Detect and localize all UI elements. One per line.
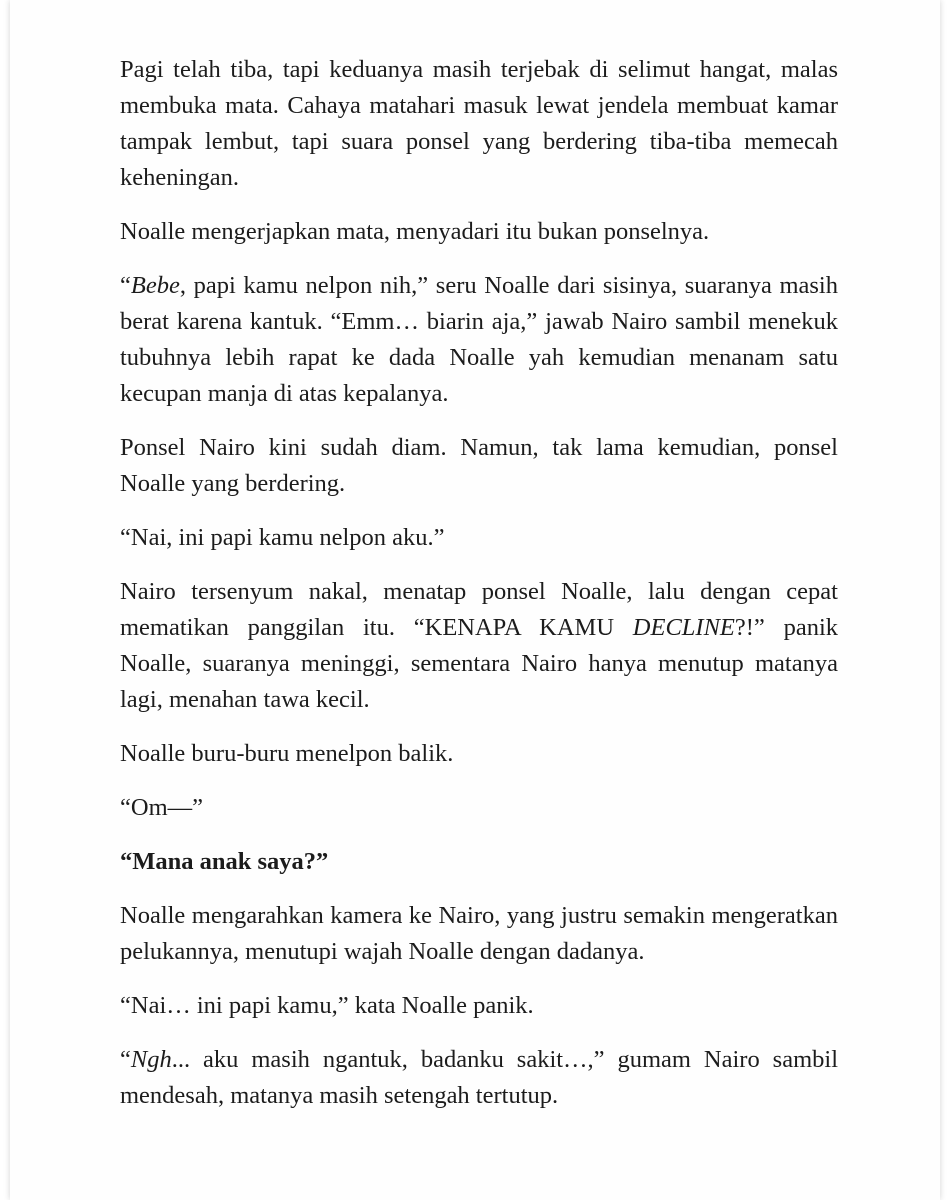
story-text <box>120 52 838 1132</box>
italic-text: Ngh <box>130 1046 172 1073</box>
text-span: Nairo tersenyum nakal, menatap ponsel Noalle, lalu dengan cepat mematikan panggilan itu. “KENAPA KAMU <box>120 578 838 641</box>
paragraph <box>120 268 838 412</box>
text-span: ?!” panik Noalle, suaranya meninggi, sementara Nairo hanya menutup matanya lagi, menahan tawa kecil. <box>120 614 838 713</box>
document-page <box>10 0 940 1200</box>
bold-dialogue: “Mana anak saya?” <box>120 848 329 875</box>
paragraph: Noalle mengerjapkan mata, menyadari itu bukan ponselnya. <box>120 218 710 245</box>
text-span: “ <box>120 1046 131 1073</box>
text-span: , papi kamu nelpon nih,” seru Noalle dari sisinya, suaranya masih berat karena kantuk. “Emm… biarin aja,” jawab Nairo sambil menekuk tubuhnya lebih rapat ke dada Noalle yah kemudian menanam satu kecupan manja di atas kepalanya. <box>120 272 838 407</box>
paragraph <box>120 1042 838 1114</box>
text-span: “ <box>120 272 131 299</box>
paragraph <box>120 574 838 718</box>
paragraph: “Om—” <box>120 794 203 821</box>
text-span: ... aku masih ngantuk, badanku sakit…,” gumam Nairo sambil mendesah, matanya masih setengah tertutup. <box>120 1046 838 1109</box>
italic-text: DECLINE <box>632 614 735 641</box>
paragraph: Noalle mengarahkan kamera ke Nairo, yang justru semakin mengeratkan pelukannya, menutupi wajah Noalle dengan dadanya. <box>120 902 838 965</box>
paragraph: “Nai, ini papi kamu nelpon aku.” <box>120 524 445 551</box>
paragraph: “Nai… ini papi kamu,” kata Noalle panik. <box>120 992 534 1019</box>
italic-text: Bebe <box>130 272 180 299</box>
paragraph: Pagi telah tiba, tapi keduanya masih terjebak di selimut hangat, malas membuka mata. Cahaya matahari masuk lewat jendela membuat kamar tampak lembut, tapi suara ponsel yang berdering tiba-tiba memecah keheningan. <box>120 56 838 191</box>
paragraph: Ponsel Nairo kini sudah diam. Namun, tak lama kemudian, ponsel Noalle yang berdering. <box>120 434 838 497</box>
paragraph: Noalle buru-buru menelpon balik. <box>120 740 454 767</box>
